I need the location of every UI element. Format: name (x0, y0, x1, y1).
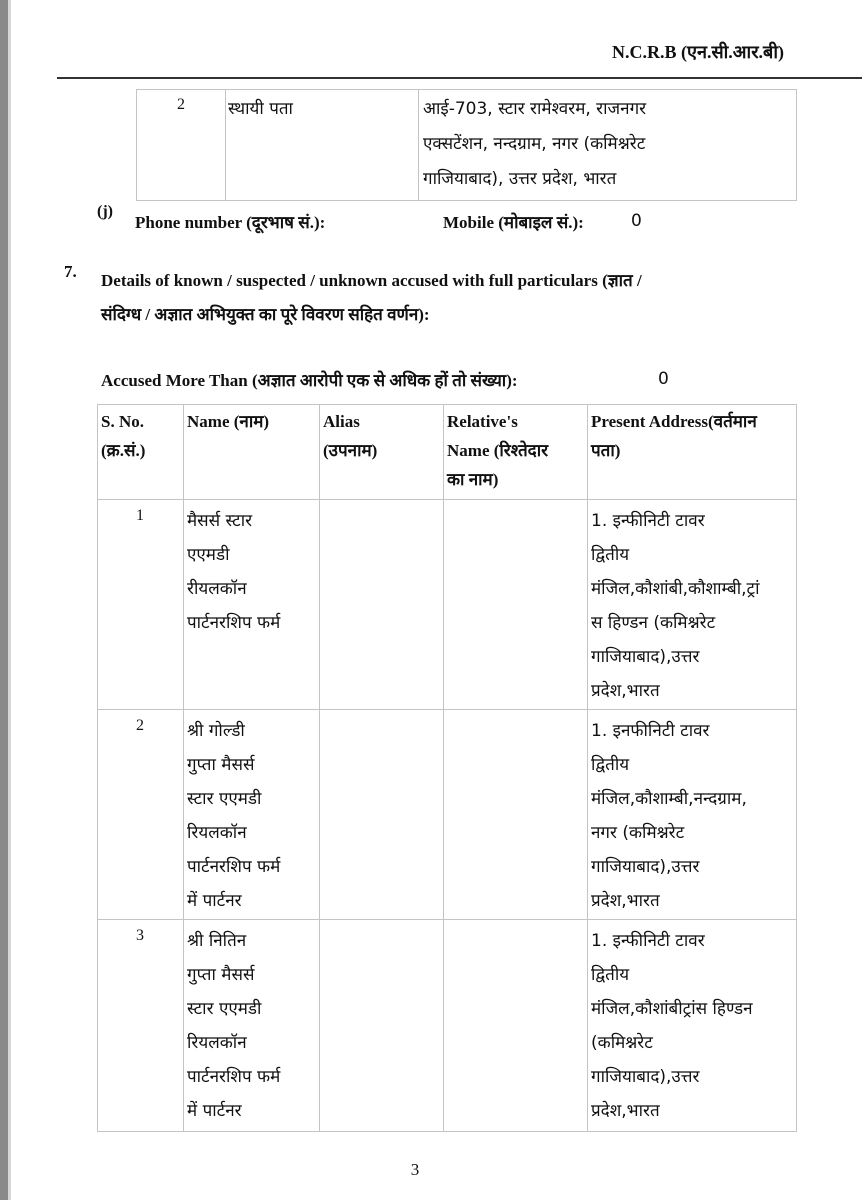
row-relative (444, 500, 588, 710)
address-row (137, 90, 797, 201)
accused-table (97, 404, 797, 1132)
address-sno: 2 (137, 90, 226, 201)
address-line: एक्सटेंशन, नन्दग्राम, नगर (कमिश्नरेट (423, 134, 646, 154)
scan-edge-shadow (8, 0, 11, 1200)
mobile-value: 0 (631, 211, 642, 231)
header-alias: Alias (उपनाम) (320, 405, 444, 500)
row-address: 1. इनफीनिटी टावर द्वितीय मंजिल,कौशाम्बी,नन्दग्राम, नगर (कमिश्नरेट गाजियाबाद),उत्तर प्रदेश,भारत (588, 710, 797, 920)
row-sno: 1 (98, 500, 184, 710)
scan-edge (0, 0, 8, 1200)
row-sno: 3 (98, 920, 184, 1132)
row-name: मैसर्स स्टार एएमडी रीयलकॉन पार्टनरशिप फर्म (184, 500, 320, 710)
page-number: 3 (410, 1160, 420, 1179)
header-relative: Relative's Name (रिश्तेदार का नाम) (444, 405, 588, 500)
address-value (419, 90, 797, 201)
section-number: 7. (64, 262, 77, 281)
header-address: Present Address(वर्तमान पता) (588, 405, 797, 500)
item-marker-j: (j) (97, 203, 113, 220)
row-alias (320, 500, 444, 710)
accused-more-value: 0 (658, 369, 669, 389)
table-row (98, 500, 797, 710)
row-relative (444, 710, 588, 920)
mobile-label: Mobile (मोबाइल सं.): (443, 213, 584, 232)
phone-label: Phone number (दूरभाष सं.): (135, 213, 326, 232)
header-sno: S. No. (क्र.सं.) (98, 405, 184, 500)
accused-table-header (98, 405, 797, 500)
section-heading-line1: Details of known / suspected / unknown accused with full particulars (ज्ञात / (101, 271, 642, 290)
page-header: N.C.R.B (एन.सी.आर.बी) (612, 42, 784, 62)
accused-more-label: Accused More Than (अज्ञात आरोपी एक से अधिक हों तो संख्या): (101, 371, 518, 390)
row-name: श्री गोल्डी गुप्ता मैसर्स स्टार एएमडी रियलकॉन पार्टनरशिप फर्म में पार्टनर (184, 710, 320, 920)
header-name: Name (नाम) (184, 405, 320, 500)
row-alias (320, 710, 444, 920)
row-name: श्री नितिन गुप्ता मैसर्स स्टार एएमडी रियलकॉन पार्टनरशिप फर्म में पार्टनर (184, 920, 320, 1132)
row-address: 1. इन्फीनिटी टावर द्वितीय मंजिल,कौशांबी,कौशाम्बी,ट्रां स हिण्डन (कमिश्नरेट गाजियाबाद),उत्तर प्रदेश,भारत (588, 500, 797, 710)
header-rule (57, 77, 862, 79)
row-address: 1. इन्फीनिटी टावर द्वितीय मंजिल,कौशांबीट्रांस हिण्डन (कमिश्नरेट गाजियाबाद),उत्तर प्रदेश,भारत (588, 920, 797, 1132)
address-type: स्थायी पता (226, 90, 419, 201)
row-sno: 2 (98, 710, 184, 920)
address-line: गाजियाबाद), उत्तर प्रदेश, भारत (423, 169, 617, 189)
table-row (98, 710, 797, 920)
row-relative (444, 920, 588, 1132)
table-row (98, 920, 797, 1132)
section-heading-line2: संदिग्ध / अज्ञात अभियुक्त का पूरे विवरण सहित वर्णन): (101, 305, 430, 324)
address-table (136, 89, 797, 201)
row-alias (320, 920, 444, 1132)
address-line: आई-703, स्टार रामेश्वरम, राजनगर (423, 99, 647, 119)
